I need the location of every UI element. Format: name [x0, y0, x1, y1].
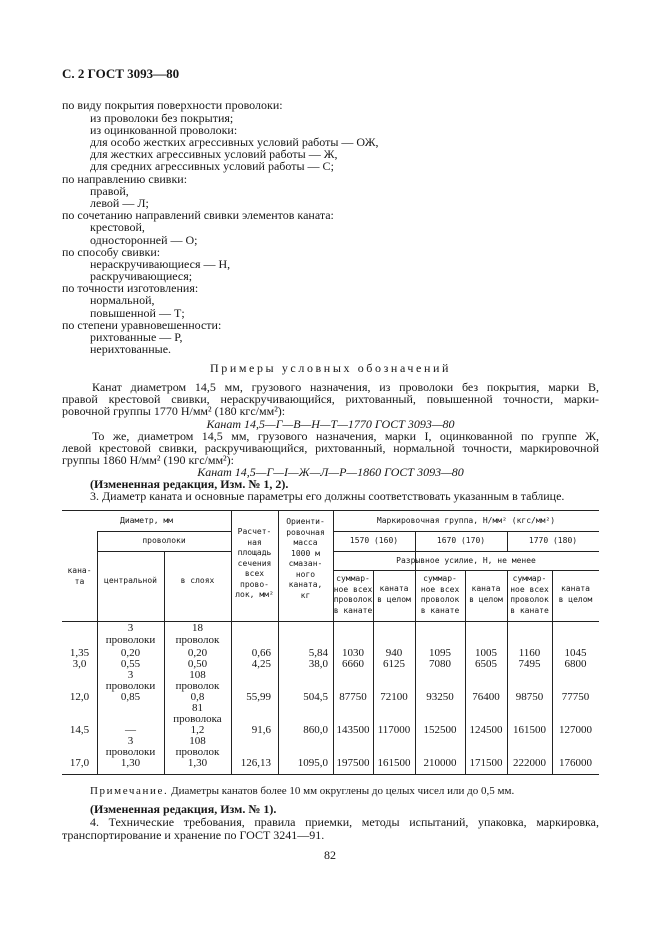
table-rule — [62, 621, 599, 622]
wire-word: проволок — [175, 746, 220, 758]
wire-count: 108 — [189, 669, 206, 681]
list-item: левой — Л; — [90, 196, 149, 210]
header-whole-rope: каната в целом — [469, 584, 503, 604]
list-item: по точности изготовления: — [62, 281, 199, 295]
wire-word: проволок — [175, 634, 220, 646]
header-whole-rope: каната в целом — [558, 584, 593, 604]
list-item: из оцинкованной проволоки: — [90, 123, 238, 137]
list-item: односторонней — О; — [90, 233, 198, 247]
table-note — [90, 785, 514, 798]
example2-line: группы 1860 Н/мм² (190 кгс/мм²): — [62, 453, 234, 467]
paragraph-4: транспортирование и хранение по ГОСТ 3241—91. — [62, 828, 325, 842]
example2-line: левой крестовой свивки, раскручивающийся, рихтованный, нормальной точности, маркировочной — [62, 441, 599, 455]
header-sum-wires: суммар- ное всех проволок в канате — [510, 574, 549, 615]
wire-word: проволока — [173, 713, 222, 725]
header-group-1670: 1670 (170) — [436, 536, 486, 545]
wire-word: проволок — [175, 680, 220, 692]
paragraph-3: 3. Диаметр каната и основные параметры его должны соответствовать указанным в таблице. — [90, 489, 565, 503]
wire-count: 3 — [127, 622, 134, 634]
list-item: раскручивающиеся; — [90, 269, 193, 283]
list-item: нерихтованные. — [90, 342, 172, 356]
page-header: С. 2 ГОСТ 3093—80 — [62, 66, 180, 81]
header-layers: в слоях — [180, 576, 215, 585]
header-sum-wires: суммар- ное всех проволок в канате — [420, 574, 460, 615]
list-item: из проволоки без покрытия; — [90, 111, 234, 125]
table-rule — [333, 531, 599, 532]
wire-count: 3 — [127, 735, 134, 747]
amendment-note: (Измененная редакция, Изм. № 1, 2). — [90, 477, 289, 491]
header-marking-group: Маркировочная группа, Н/мм² (кгс/мм²) — [376, 516, 556, 525]
example1-line: правой крестовой свивки, нераскручивающийся, рихтованный, повышенной точности, марки- — [62, 392, 599, 406]
example2-line: То же, диаметром 14,5 мм, грузового назначения, марки I, оцинкованной по группе Ж, — [92, 429, 599, 443]
header-central: центральной — [104, 576, 157, 585]
table-rule — [62, 774, 599, 775]
list-item: нераскручивающиеся — Н, — [90, 257, 231, 271]
examples-title: Примеры условных обозначений — [209, 361, 452, 375]
list-item: по направлению свивки: — [62, 172, 188, 186]
page-number: 82 — [324, 848, 336, 862]
header-area: Расчет- ная площадь сечения всех прово- лок, мм² — [235, 527, 274, 599]
wire-word: проволоки — [105, 634, 156, 646]
list-item: по виду покрытия поверхности проволоки: — [62, 98, 283, 112]
wire-count: 108 — [189, 735, 206, 747]
list-item: по степени уравновешенности: — [62, 318, 222, 332]
list-item: правой, — [90, 184, 129, 198]
list-item: рихтованные — Р, — [90, 330, 183, 344]
header-group-1570: 1570 (160) — [349, 536, 399, 545]
note-text: Диаметры канатов более 10 мм округлены до целых чисел или до 0,5 мм. — [171, 785, 515, 797]
header-sum-wires: суммар- ное всех проволок в канате — [333, 574, 373, 615]
example1-line: Канат диаметром 14,5 мм, грузового назначения, из проволоки без покрытия, марки В, — [92, 380, 599, 394]
header-wires: проволоки — [142, 536, 186, 545]
wire-count: 3 — [127, 669, 134, 681]
wire-count: 81 — [192, 702, 203, 714]
wire-count: 18 — [192, 622, 203, 634]
amendment-note: (Измененная редакция, Изм. № 1). — [90, 802, 277, 816]
header-breaking-force: Разрывное усилие, Н, не менее — [396, 556, 536, 565]
header-rope: кана- та — [67, 566, 92, 586]
list-item: для особо жестких агрессивных условий работы — ОЖ, — [90, 135, 379, 149]
header-mass: Ориенти- ровочная масса 1000 м смазан- ного каната, кг — [286, 517, 325, 600]
list-item: для жестких агрессивных условий работы — Ж, — [90, 147, 338, 161]
header-diameter: Диаметр, мм — [120, 516, 173, 525]
table-rule — [62, 510, 599, 511]
list-item: крестовой, — [90, 220, 145, 234]
list-item: по способу свивки: — [62, 245, 161, 259]
table-rule — [97, 531, 231, 532]
paragraph-4: 4. Технические требования, правила приемки, методы испытаний, упаковка, маркировка, — [90, 815, 599, 829]
designation1: Канат 14,5—Г—В—Н—Т—1770 ГОСТ 3093—80 — [206, 417, 455, 431]
example1-line: ровочной группы 1770 Н/мм² (180 кгс/мм²): — [62, 404, 286, 418]
wire-word: проволоки — [105, 746, 156, 758]
list-item: по сочетанию направлений свивки элементов каната: — [62, 208, 334, 222]
header-whole-rope: каната в целом — [377, 584, 411, 604]
wire-word: проволоки — [105, 680, 156, 692]
list-item: нормальной, — [90, 293, 155, 307]
table-rule — [333, 551, 599, 552]
designation2: Канат 14,5—Г—I—Ж—Л—Р—1860 ГОСТ 3093—80 — [197, 465, 464, 479]
list-item: повышенной — Т; — [90, 306, 185, 320]
header-group-1770: 1770 (180) — [528, 536, 578, 545]
note-label: Примечание. — [90, 785, 169, 797]
list-item: для средних агрессивных условий работы — С; — [90, 159, 334, 173]
